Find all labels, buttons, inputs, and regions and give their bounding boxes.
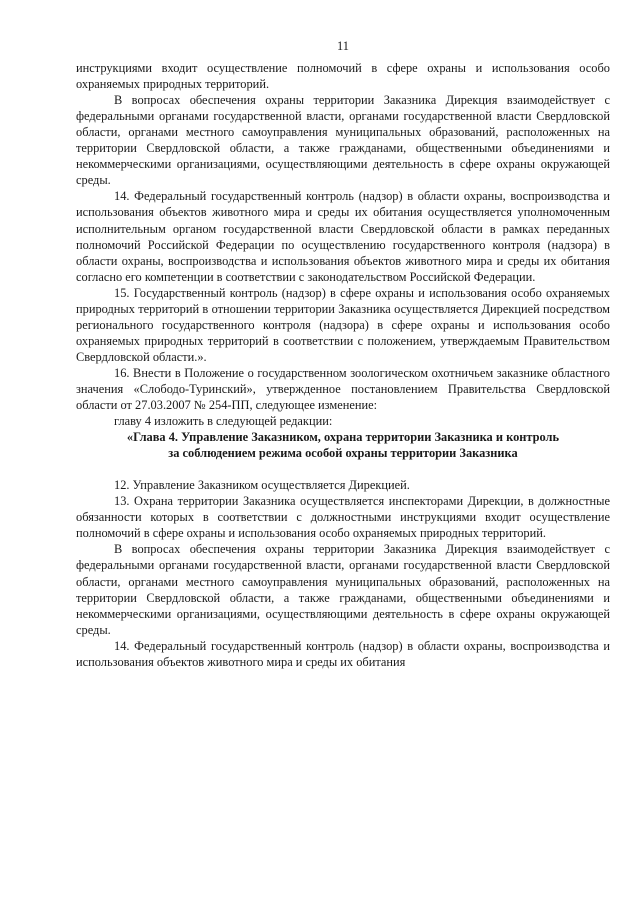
paragraph-item-14-repeat: 14. Федеральный государственный контроль (надзор) в области охраны, воспроизводства и использования объектов животного мира и среды их обитания <box>76 638 610 669</box>
paragraph-continuation: инструкциями входит осуществление полномочий в сфере охраны и использования особо охраняемых природных территорий. <box>76 61 610 92</box>
paragraph-item-16: 16. Внести в Положение о государственном зоологическом охотничьем заказнике областного значения «Слободо-Туринский», утвержденное постановлением Правительства Свердловской области от 27.03.2007 № 254-ПП, следующее изменение: <box>76 365 610 413</box>
spacer <box>76 461 610 477</box>
chapter-heading <box>76 429 610 461</box>
paragraph-item-15: 15. Государственный контроль (надзор) в сфере охраны и использования особо охраняемых природных территорий в отношении территории Заказника осуществляется Дирекцией посредством регионального государственного контроля (надзора) в сфере охраны и использования особо охраняемых природных территорий в соответствии с положением, утверждаемым Правительством Свердловской области.». <box>76 285 610 364</box>
chapter-heading-line-2: за соблюдением режима особой охраны территории Заказника <box>168 446 518 461</box>
paragraph-interaction: В вопросах обеспечения охраны территории Заказника Дирекция взаимодействует с федеральными органами государственной власти, органами государственной власти Свердловской области, органами местного самоуправления муниципальных образований, расположенных на территории Свердловской области, а также гражданами, общественными объединениями и некоммерческими организациями, осуществляющими деятельность в сфере охраны окружающей среды. <box>76 93 610 188</box>
paragraph-item-14: 14. Федеральный государственный контроль (надзор) в области охраны, воспроизводства и использования объектов животного мира и среды их обитания осуществляется уполномоченным исполнительным органом государственной власти Свердловской области в рамках переданных полномочий Российской Федерации по осуществлению государственного контроля (надзора) в области охраны, воспроизводства и использования объектов животного мира и среды их обитания согласно его компетенции в соответствии с законодательством Российской Федерации. <box>76 189 610 284</box>
paragraph-item-12: 12. Управление Заказником осуществляется Дирекцией. <box>114 478 410 493</box>
paragraph-interaction-repeat: В вопросах обеспечения охраны территории Заказника Дирекция взаимодействует с федеральными органами государственной власти, органами государственной власти Свердловской области, органами местного самоуправления муниципальных образований, расположенных на территории Свердловской области, а также гражданами, общественными объединениями и некоммерческими организациями, осуществляющими деятельность в сфере охраны окружающей среды. <box>76 542 610 637</box>
document-page <box>76 38 610 670</box>
paragraph-chapter-instruction: главу 4 изложить в следующей редакции: <box>114 414 333 429</box>
page-number: 11 <box>337 39 349 53</box>
chapter-heading-line-1: «Глава 4. Управление Заказником, охрана территории Заказника и контроль <box>126 430 560 445</box>
paragraph-item-13: 13. Охрана территории Заказника осуществляется инспекторами Дирекции, в должностные обязанности которых в соответствии с должностными инструкциями входит осуществление полномочий в сфере охраны и использования особо охраняемых природных территорий. <box>76 494 610 541</box>
